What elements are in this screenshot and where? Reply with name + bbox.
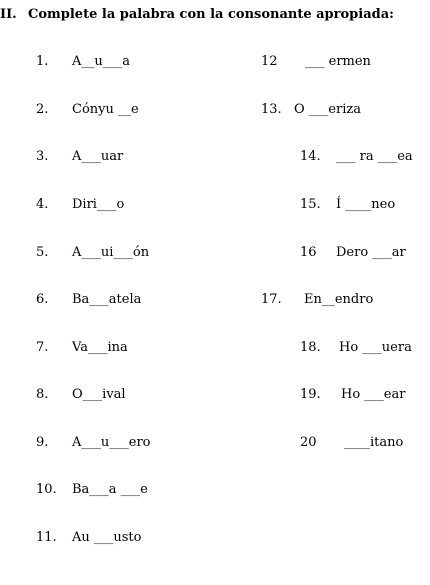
item-number: 16 [300, 245, 317, 260]
item-number: 7. [36, 340, 49, 355]
exercise-item-8 [36, 387, 126, 403]
item-word: A__u___a [72, 54, 131, 69]
item-word: Au ___usto [72, 530, 142, 545]
exercise-item-20 [300, 435, 403, 451]
item-word: A___u___ero [72, 435, 151, 450]
item-word: A___uar [72, 149, 124, 164]
exercise-item-12 [261, 54, 371, 70]
item-number: 17. [261, 292, 282, 307]
exercise-item-19 [300, 387, 405, 403]
item-word: Va___ina [72, 340, 128, 355]
exercise-item-2 [36, 102, 139, 118]
item-number: 14. [300, 149, 321, 164]
item-number: 13. [261, 102, 282, 117]
section-numeral: II. [0, 7, 17, 22]
exercise-item-17 [261, 292, 373, 308]
section-instruction: Complete la palabra con la consonante apropiada: [28, 7, 394, 22]
item-word: Í ____neo [336, 197, 396, 212]
item-word: Ba___atela [72, 292, 142, 307]
item-number: 15. [300, 197, 321, 212]
exercise-item-7 [36, 340, 128, 356]
exercise-item-3 [36, 149, 123, 165]
exercise-item-6 [36, 292, 141, 308]
item-word: Ho ___ear [341, 387, 406, 402]
item-word: ____itano [344, 435, 404, 450]
exercise-item-13 [261, 102, 361, 118]
exercise-item-15 [300, 197, 395, 213]
item-number: 1. [36, 54, 49, 69]
exercise-item-4 [36, 197, 124, 213]
exercise-item-9 [36, 435, 151, 451]
exercise-item-11 [36, 530, 142, 546]
item-number: 8. [36, 387, 49, 402]
item-number: 4. [36, 197, 49, 212]
item-word: Ba___a ___e [72, 482, 148, 497]
exercise-item-14 [300, 149, 413, 165]
item-number: 20 [300, 435, 317, 450]
exercise-item-16 [300, 245, 406, 261]
item-word: Cónyu __e [72, 102, 139, 117]
exercise-item-18 [300, 340, 412, 356]
item-word: O ___eriza [294, 102, 361, 117]
item-number: 11. [36, 530, 57, 545]
item-word: En__endro [304, 292, 374, 307]
item-number: 9. [36, 435, 49, 450]
exercise-item-1 [36, 54, 130, 70]
item-word: ___ ermen [305, 54, 371, 69]
item-number: 3. [36, 149, 49, 164]
item-number: 6. [36, 292, 49, 307]
item-word: Dero ___ar [336, 245, 406, 260]
item-number: 12 [261, 54, 278, 69]
item-number: 19. [300, 387, 321, 402]
item-word: Ho ___uera [339, 340, 412, 355]
item-word: Diri___o [72, 197, 125, 212]
item-number: 18. [300, 340, 321, 355]
item-word: O___ival [72, 387, 126, 402]
exercise-item-5 [36, 245, 149, 261]
section-heading [0, 7, 394, 22]
exercise-item-10 [36, 482, 148, 498]
item-word: A___ui___ón [72, 245, 150, 260]
item-word: ___ ra ___ea [336, 149, 413, 164]
item-number: 10. [36, 482, 57, 497]
item-number: 5. [36, 245, 49, 260]
item-number: 2. [36, 102, 49, 117]
